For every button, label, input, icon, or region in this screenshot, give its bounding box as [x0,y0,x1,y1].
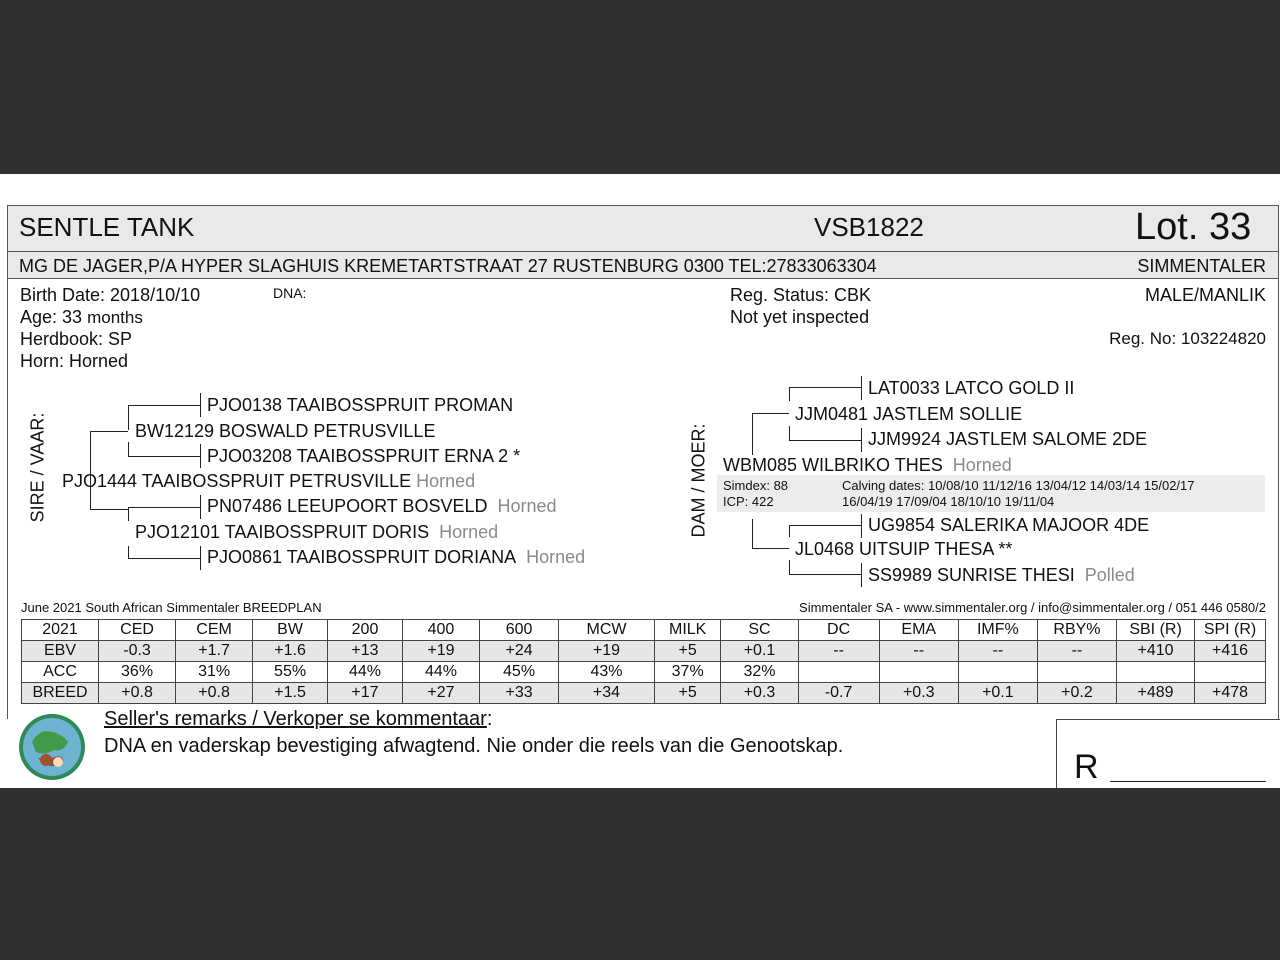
ebv-cell [1117,662,1195,683]
ebv-header-cell: CEM [176,620,253,641]
herdbook: Herdbook: SP [20,329,133,349]
ebv-header-cell: SC [721,620,798,641]
ebv-cell: +0.1 [721,641,798,662]
dam-ggd2-tag: Polled [1084,565,1135,585]
simdex: Simdex: 88 [723,478,789,493]
ebv-cell: ACC [22,662,99,683]
lot-number: Lot. 33 [1135,206,1252,248]
title-bar [7,205,1279,252]
sire-ggd2-tag: Horned [526,547,586,567]
ebv-header-cell: 200 [328,620,403,641]
ebv-cell: +1.6 [253,641,328,662]
ebv-cell: -- [798,641,879,662]
dam-ggd1: JJM9924 JASTLEM SALOME 2DE [868,429,1148,449]
animal-name: SENTLE TANK [19,212,195,242]
ebv-header-cell: DC [798,620,879,641]
ebv-cell [798,662,879,683]
ebv-cell: EBV [22,641,99,662]
ebv-cell [958,662,1037,683]
sire-granddam: PJO12101 TAAIBOSSPRUIT DORIS Horned [135,522,499,542]
ebv-cell: +19 [559,641,655,662]
ebv-cell: -0.7 [798,683,879,704]
ebv-row [22,641,1266,662]
ebv-cell: -- [879,641,958,662]
sire-ggs2: PN07486 LEEUPOORT BOSVELD Horned [207,496,557,516]
calving-dates-line1: Calving dates: 10/08/10 11/12/16 13/04/12 14/03/14 15/02/17 [842,478,1195,493]
reg-status: Reg. Status: CBK [730,285,872,305]
ebv-header-row [22,620,1266,641]
dam-side-label: DAM / MOER: [688,423,709,538]
ebv-cell: +17 [328,683,403,704]
ebv-header-cell: SPI (R) [1195,620,1266,641]
ebv-cell: +1.5 [253,683,328,704]
ebv-cell: +1.7 [176,641,253,662]
ebv-cell: +24 [480,641,559,662]
ebv-cell: 36% [99,662,176,683]
ebv-cell: +13 [328,641,403,662]
ebv-table [21,619,1266,704]
ebv-row [22,683,1266,704]
ebv-cell: BREED [22,683,99,704]
ebv-cell: 45% [480,662,559,683]
dam-ggs2: UG9854 SALERIKA MAJOOR 4DE [868,515,1150,535]
ebv-cell: +410 [1117,641,1195,662]
sire-grandsire: BW12129 BOSWALD PETRUSVILLE [135,421,436,441]
owner-info: MG DE JAGER,P/A HYPER SLAGHUIS KREMETARTSTRAAT 27 RUSTENBURG 0300 TEL:27833063304 [19,256,877,276]
sire-ggs2-tag: Horned [497,496,557,516]
ebv-cell: 44% [328,662,403,683]
sire-ggd1: PJO03208 TAAIBOSSPRUIT ERNA 2 * [207,446,521,466]
simmentaler-globe-logo [18,712,86,782]
animal-code: VSB1822 [814,212,924,242]
age: Age: 33 months [20,307,143,327]
birth-date: Birth Date: 2018/10/10 [20,285,201,305]
sire-side-label: SIRE / VAAR: [27,412,48,523]
ebv-cell: 44% [402,662,479,683]
ebv-cell: +0.8 [176,683,253,704]
dam: WBM085 WILBRIKO THES Horned [723,455,1012,475]
dam-grandsire: JJM0481 JASTLEM SOLLIE [795,404,1023,424]
sire-horn-tag: Horned [416,471,476,491]
dna-label: DNA: [273,285,307,301]
age-unit: months [87,308,143,327]
ebv-cell: +0.2 [1037,683,1116,704]
reg-number: Reg. No: 103224820 [1109,329,1266,348]
ebv-header-cell: SBI (R) [1117,620,1195,641]
ebv-cell: +34 [559,683,655,704]
ebv-cell: +19 [402,641,479,662]
ebv-cell: +478 [1195,683,1266,704]
horn-status: Horn: Horned [20,351,129,371]
dam-horn-tag: Horned [952,455,1012,475]
ebv-cell: -0.3 [99,641,176,662]
dam-ggd2: SS9989 SUNRISE THESI Polled [868,565,1135,585]
sire-granddam-tag: Horned [439,522,499,542]
ebv-cell: 31% [176,662,253,683]
ebv-cell: +416 [1195,641,1266,662]
ebv-header-cell: 2021 [22,620,99,641]
sire: PJO1444 TAAIBOSSPRUIT PETRUSVILLE Horned [62,471,476,491]
ebv-cell: +27 [402,683,479,704]
ebv-cell [1037,662,1116,683]
ebv-cell: 37% [654,662,721,683]
ebv-header-cell: 600 [480,620,559,641]
dam-granddam: JL0468 UITSUIP THESA ** [795,539,1013,559]
ebv-row [22,662,1266,683]
ebv-cell: +33 [480,683,559,704]
ebv-cell: +5 [654,641,721,662]
ebv-header-cell: RBY% [1037,620,1116,641]
price-line[interactable] [1110,781,1266,782]
sire-ggs1: PJO0138 TAAIBOSSPRUIT PROMAN [207,395,514,415]
dam-ggs1: LAT0033 LATCO GOLD II [868,378,1075,398]
ebv-cell: -- [958,641,1037,662]
ebv-cell [879,662,958,683]
sire-ggd2: PJO0861 TAAIBOSSPRUIT DORIANA Horned [207,547,586,567]
inspection-status: Not yet inspected [730,307,870,327]
ebv-cell: +0.8 [99,683,176,704]
ebv-cell: +5 [654,683,721,704]
ebv-cell: 32% [721,662,798,683]
remarks-text: DNA en vaderskap bevestiging afwagtend. Nie onder die reels van die Genootskap. [104,735,844,757]
lot-card [0,174,1280,788]
ebv-cell: +0.3 [879,683,958,704]
ebv-header-cell: IMF% [958,620,1037,641]
breedplan-caption: June 2021 South African Simmentaler BREEDPLAN [21,600,322,615]
ebv-cell: +0.3 [721,683,798,704]
ebv-header-cell: MILK [654,620,721,641]
breed-name: SIMMENTALER [1137,256,1266,276]
ebv-header-cell: 400 [402,620,479,641]
ebv-cell: +0.1 [958,683,1037,704]
ebv-cell [1195,662,1266,683]
ebv-cell: +489 [1117,683,1195,704]
icp: ICP: 422 [723,494,774,509]
sex: MALE/MANLIK [1144,285,1266,305]
calving-dates-line2: 16/04/19 17/09/04 18/10/10 19/11/04 [842,494,1055,509]
breedplan-contact: Simmentaler SA - www.simmentaler.org / info@simmentaler.org / 051 446 0580/2 [799,600,1266,615]
ebv-header-cell: CED [99,620,176,641]
ebv-cell: -- [1037,641,1116,662]
ebv-header-cell: EMA [879,620,958,641]
ebv-header-cell: MCW [559,620,655,641]
ebv-header-cell: BW [253,620,328,641]
remarks-heading: Seller's remarks / Verkoper se kommentaar: [104,708,493,730]
price-prefix: R [1074,748,1099,786]
ebv-cell: 55% [253,662,328,683]
ebv-cell: 43% [559,662,655,683]
